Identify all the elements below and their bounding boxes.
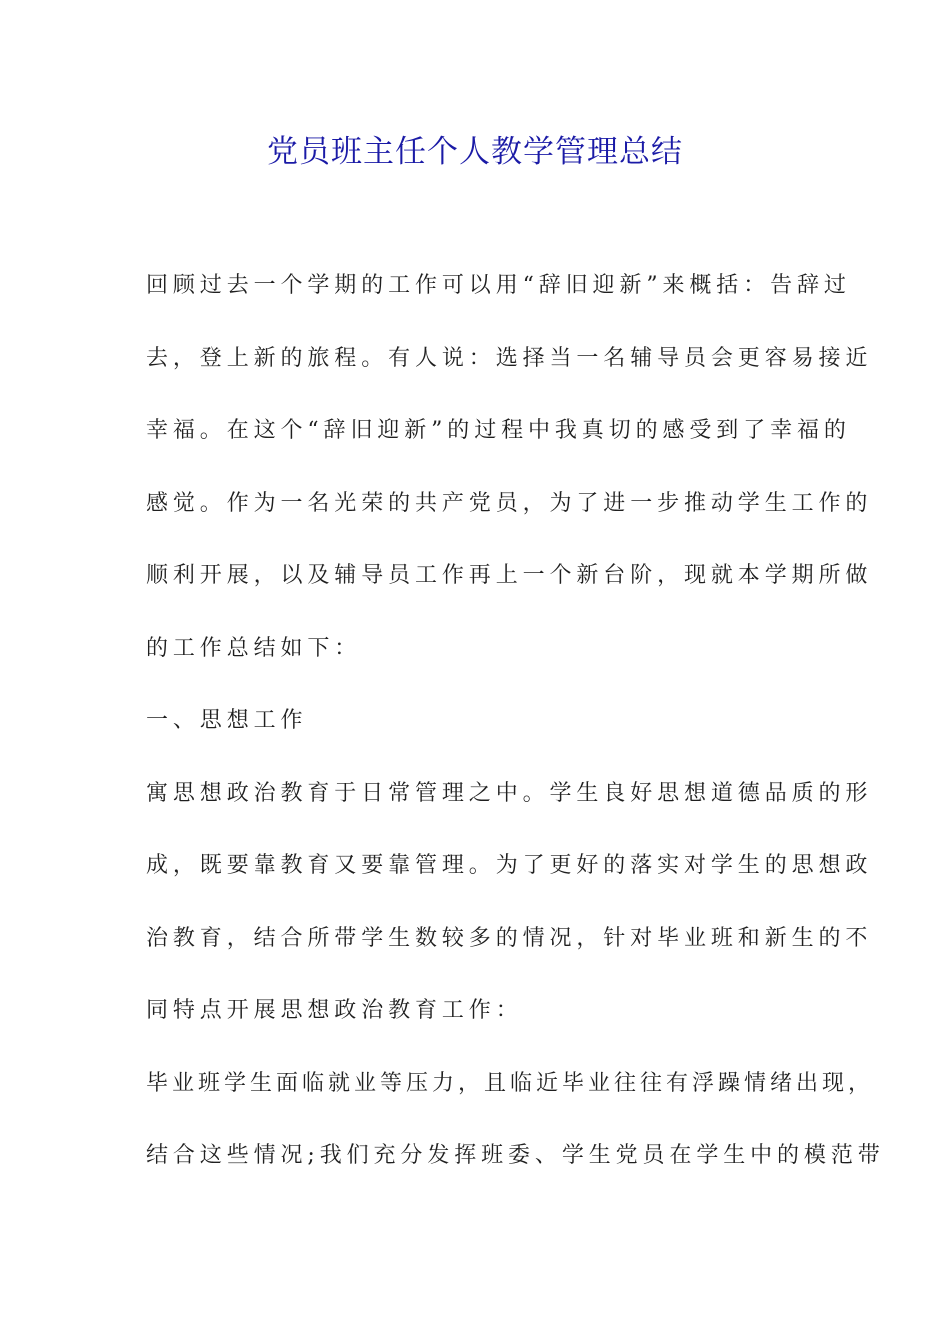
body-line: 毕业班学生面临就业等压力，且临近毕业往往有浮躁情绪出现， (146, 1070, 875, 1096)
document-title: 党员班主任个人教学管理总结 (267, 134, 683, 170)
body-line: 治教育，结合所带学生数较多的情况，针对毕业班和新生的不 (146, 925, 873, 951)
body-line: 同特点开展思想政治教育工作： (146, 998, 523, 1023)
body-line: 的工作总结如下： (146, 635, 362, 661)
body-line: 幸福。在这个“辞旧迎新”的过程中我真切的感受到了幸福的 (146, 418, 851, 443)
document-body (146, 262, 885, 1205)
body-line: 顺利开展，以及辅导员工作再上一个新台阶，现就本学期所做 (146, 563, 873, 588)
body-line: 回顾过去一个学期的工作可以用“辞旧迎新”来概括：告辞过 (146, 273, 851, 298)
body-line: 寓思想政治教育于日常管理之中。学生良好思想道德品质的形 (146, 780, 873, 806)
body-line: 成，既要靠教育又要靠管理。为了更好的落实对学生的思想政 (146, 853, 873, 878)
body-line: 去，登上新的旅程。有人说：选择当一名辅导员会更容易接近 (146, 345, 873, 371)
body-line: 感觉。作为一名光荣的共产党员，为了进一步推动学生工作的 (146, 490, 873, 516)
section-heading: 一、思想工作 (146, 708, 308, 733)
body-line: 结合这些情况;我们充分发挥班委、学生党员在学生中的模范带 (146, 1143, 885, 1168)
